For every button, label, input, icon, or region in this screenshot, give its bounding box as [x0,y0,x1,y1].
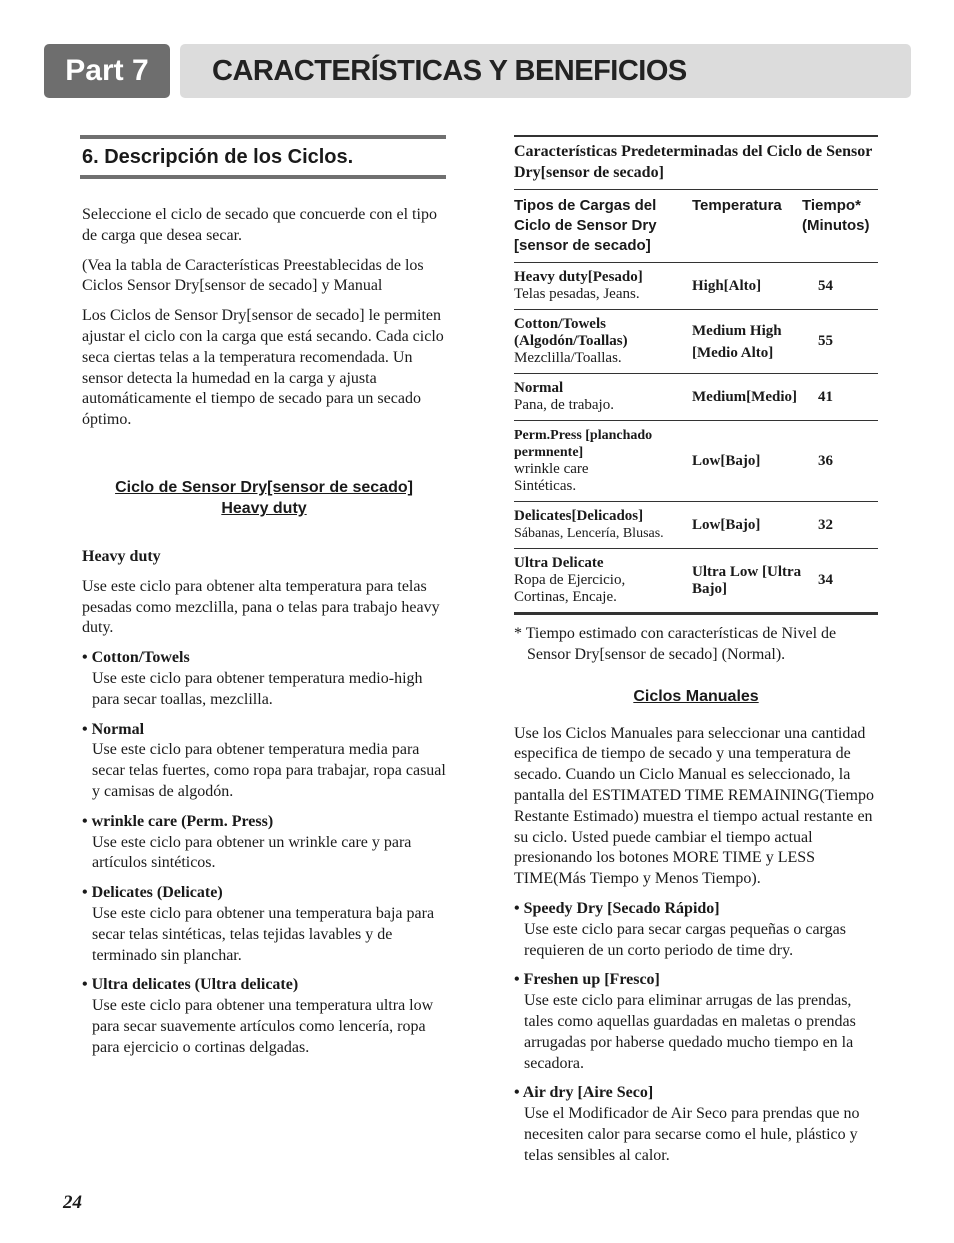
load-name: Delicates[Delicados] [514,508,644,524]
cycle-bullet [82,975,446,1058]
load-name: Cotton/Towels (Algodón/Toallas) [514,316,628,349]
manual-cycles-text: Use los Ciclos Manuales para seleccionar una cantidad especifica de tiempo de secado y una temperatura de secado. Cuando un Ciclo Manual es seleccionado, la pantalla del ESTIMATED TIME REMAINING(Tiempo Restante Estimado) muestra el tiempo actual restante en su ciclo. Usted puede cambiar el tiempo actual presionando los botones MORE TIME y LESS TIME(Más Tiempo y Menos Tiempo). [514,724,874,888]
load-cell [514,421,692,502]
manual-cycles-heading: Ciclos Manuales [633,687,759,705]
cycle-bullet [82,648,446,710]
bullet-title: • wrinkle care (Perm. Press) [82,812,274,830]
manual-bullet [514,899,878,961]
bullet-title: • Ultra delicates (Ultra delicate) [82,976,299,994]
bullet-title: • Normal [82,720,145,738]
bullet-text: Use este ciclo para obtener una temperatura baja para secar telas sintéticas, telas tejidas lavables y de terminado sin planchar. [92,904,435,964]
cycle-bullet [82,720,446,803]
col-header-load: Tipos de Cargas del Ciclo de Sensor Dry [sensor de secado] [514,190,692,263]
load-cell [514,310,692,374]
table-footnote: * Tiempo estimado con características de Nivel de Sensor Dry[sensor de secado] (Normal). [514,625,837,663]
manual-bullet [514,1083,878,1166]
temp-cell: Low[Bajo] [692,421,802,502]
cycle-bullet [82,883,446,966]
time-cell: 36 [802,421,878,502]
temp-cell: Medium High [Medio Alto] [692,310,802,374]
table-row [514,374,878,421]
load-desc: Mezclilla/Toallas. [514,350,622,366]
load-desc: wrinkle care Sintéticas. [514,461,589,494]
bullet-text: Use este ciclo para obtener temperatura media para secar telas fuertes, como ropa para trabajar, ropa casual y camisas de algodón. [92,741,446,800]
bullet-text: Use este ciclo para eliminar arrugas de las prendas, tales como aquellas guardadas en maletas o prendas arrugadas por haberse quedado mucho tiempo en la secadora. [524,992,856,1072]
load-desc: Telas pesadas, Jeans. [514,286,640,302]
right-column [514,135,878,1167]
load-name: Perm.Press [planchado permnente] [514,428,653,460]
table-row [514,310,878,374]
heavy-duty-title: Heavy duty [82,547,161,565]
time-cell: 54 [802,263,878,310]
bullet-text: Use este ciclo para obtener temperatura medio-high para secar toallas, mezclilla. [92,669,423,708]
table-row [514,263,878,310]
col-header-time: Tiempo* (Minutos) [802,190,878,263]
temp-cell: Low[Bajo] [692,502,802,549]
bullet-text: Use el Modificador de Air Seco para prendas que no necesiten calor para secarse como el hule, plástico y telas sensibles al calor. [524,1105,860,1164]
temp-cell: Medium[Medio] [692,374,802,421]
bullet-title: • Cotton/Towels [82,649,190,667]
heavy-duty-text: Use este ciclo para obtener alta temperatura para telas pesadas como mezclilla, pana o telas para trabajo heavy duty. [82,577,440,637]
sensor-cycle-subheading [82,477,446,519]
sensor-dry-table [514,190,878,615]
subheading-line-1: Ciclo de Sensor Dry[sensor de secado] [115,478,413,496]
subheading-line-2: Heavy duty [221,499,307,517]
cycle-bullet [82,812,446,874]
part-label: Part 7 [44,44,170,98]
col-header-temp: Temperatura [692,190,802,263]
manual-bullet [514,970,878,1074]
table-title: Características Predeterminadas del Ciclo de Sensor Dry[sensor de secado] [514,137,878,190]
reference-paragraph: (Vea la tabla de Características Preestablecidas de los Ciclos Sensor Dry[sensor de secado] y Manual [82,256,424,295]
bullet-title: • Delicates (Delicate) [82,884,223,902]
table-row [514,549,878,614]
temp-cell: Ultra Low [Ultra Bajo] [692,549,802,614]
table-header-row [514,190,878,263]
bullet-title: • Freshen up [Fresco] [514,971,660,989]
bullet-text: Use este ciclo para secar cargas pequeñas o cargas requieren de un corto periodo de time dry. [524,920,846,959]
left-column [82,135,446,1059]
header-bar [180,44,911,98]
load-name: Normal [514,380,564,396]
table-row [514,502,878,549]
time-cell: 34 [802,549,878,614]
load-name: Ultra Delicate [514,555,604,571]
temp-cell: High[Alto] [692,263,802,310]
page-title: CARACTERÍSTICAS Y BENEFICIOS [212,55,687,87]
load-cell [514,374,692,421]
load-cell [514,549,692,614]
section-title: 6. Descripción de los Ciclos. [80,135,446,179]
bullet-title: • Speedy Dry [Secado Rápido] [514,899,720,917]
load-desc: Pana, de trabajo. [514,397,614,413]
sensor-paragraph: Los Ciclos de Sensor Dry[sensor de secado] le permiten ajustar el ciclo con la carga que está secando. Cada ciclo seca ciertas telas a la temperatura recomendada. Un sensor detecta la humedad en la carga y ajusta automáticamente el tiempo de secado para un secado óptimo. [82,307,444,429]
time-cell: 55 [802,310,878,374]
bullet-text: Use este ciclo para obtener un wrinkle care y para artículos sintéticos. [92,833,412,872]
page-number: 24 [63,1192,82,1213]
load-name: Heavy duty[Pesado] [514,269,643,285]
time-cell: 32 [802,502,878,549]
intro-paragraph: Seleccione el ciclo de secado que concuerde con el tipo de carga que desea secar. [82,206,437,244]
table-row [514,421,878,502]
load-cell [514,502,692,549]
load-desc: Sábanas, Lencería, Blusas. [514,526,664,541]
load-cell [514,263,692,310]
bullet-text: Use este ciclo para obtener una temperatura ultra low para secar suavemente artículos como lencería, ropa para ejercicio o cortinas delgadas. [92,997,434,1056]
bullet-title: • Air dry [Aire Seco] [514,1084,654,1102]
time-cell: 41 [802,374,878,421]
load-desc: Ropa de Ejercicio, Cortinas, Encaje. [514,572,626,605]
